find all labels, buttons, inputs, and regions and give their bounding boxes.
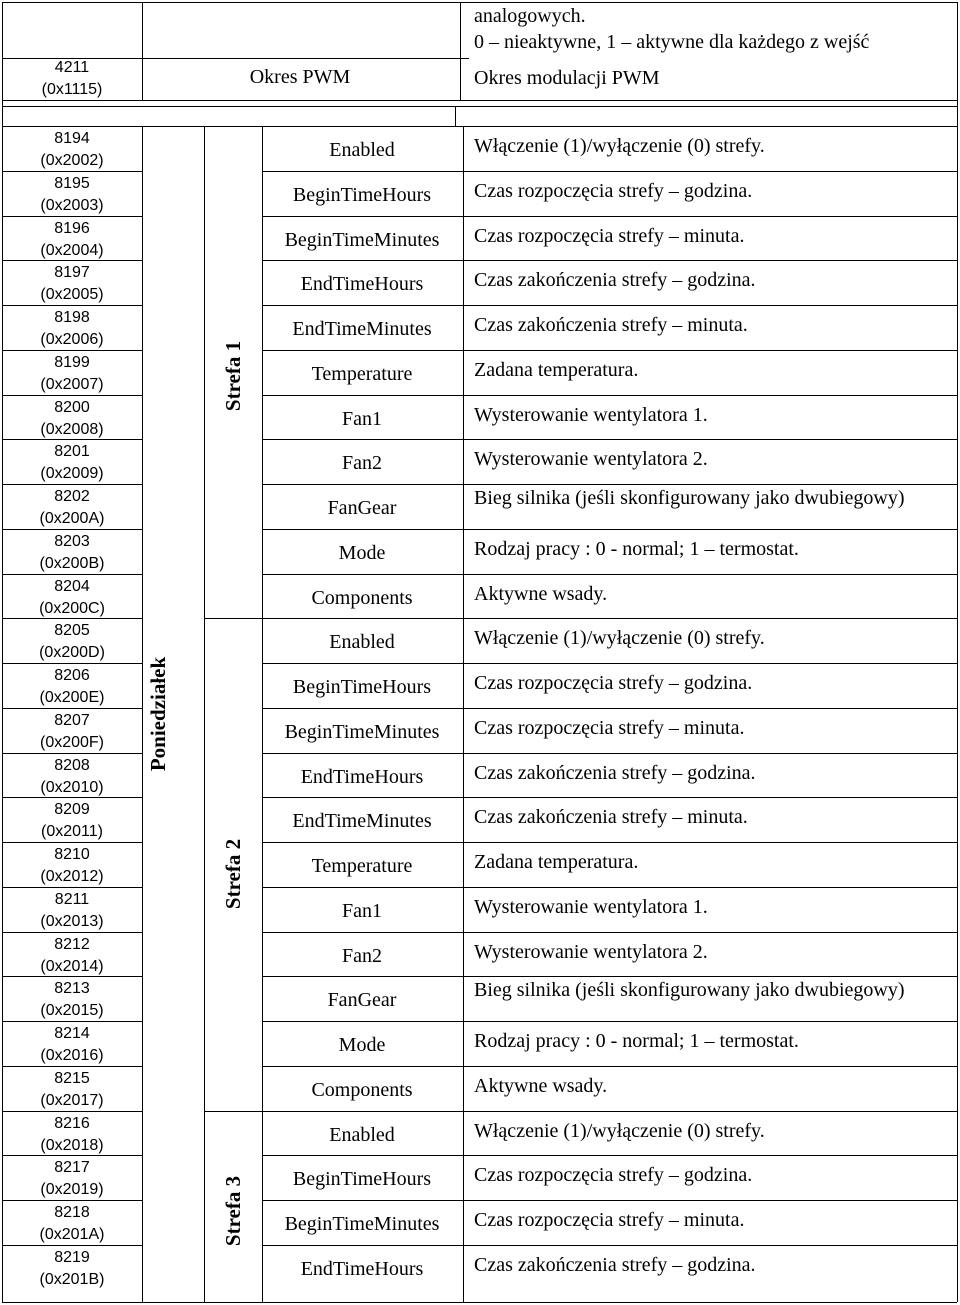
grid-line <box>262 1245 957 1246</box>
row-address <box>4 755 140 799</box>
row-address <box>4 934 140 978</box>
row-address <box>4 844 140 888</box>
grid-line <box>204 618 957 619</box>
grid-line <box>262 126 263 1302</box>
row-address-dec: 8200 <box>54 398 90 416</box>
grid-line <box>262 887 957 888</box>
row-address-dec: 8197 <box>54 264 90 282</box>
row-name: Components <box>311 1078 413 1101</box>
grid-line <box>2 126 957 127</box>
row-address-dec: 8196 <box>54 219 90 237</box>
grid-line <box>2 708 142 709</box>
row-name: Mode <box>338 1034 386 1056</box>
row-name: FanGear <box>327 989 397 1012</box>
top-address <box>4 57 140 101</box>
row-name: Fan1 <box>342 407 382 430</box>
row-address-dec: 8218 <box>54 1204 90 1221</box>
row-name: EndTimeMinutes <box>292 810 432 833</box>
row-name: BeginTimeMinutes <box>284 720 440 743</box>
row-address-dec: 8203 <box>54 532 90 550</box>
row-description: Bieg silnika (jeśli skonfigurowany jako dwubiegowy) <box>474 487 905 509</box>
row-address-hex: (0x200B) <box>39 554 105 572</box>
grid-line <box>262 663 957 664</box>
row-description: Czas rozpoczęcia strefy – minuta. <box>474 224 745 247</box>
row-address-hex: (0x200E) <box>39 689 105 706</box>
row-description: Włączenie (1)/wyłączenie (0) strefy. <box>474 627 765 650</box>
row-address-dec: 8205 <box>54 622 90 640</box>
row-address <box>4 1023 140 1067</box>
day-label: Poniedziałek <box>146 656 170 772</box>
row-description: Zadana temperatura. <box>474 851 639 873</box>
row-address-hex: (0x2013) <box>40 912 104 930</box>
row-description: Czas rozpoczęcia strefy – godzina. <box>474 179 753 202</box>
row-address-dec: 8211 <box>54 890 90 908</box>
row-address-hex: (0x2011) <box>41 823 103 841</box>
row-description: Wysterowanie wentylatora 2. <box>474 940 708 963</box>
row-address-dec: 8202 <box>54 488 90 505</box>
row-address-dec: 8209 <box>54 801 90 819</box>
row-address-dec: 8208 <box>54 756 90 774</box>
grid-line <box>2 484 142 485</box>
row-description: Czas rozpoczęcia strefy – godzina. <box>474 1164 753 1187</box>
row-description: Czas zakończenia strefy – minuta. <box>474 806 748 829</box>
grid-line <box>262 1021 957 1022</box>
row-description: Czas rozpoczęcia strefy – minuta. <box>474 716 745 739</box>
top-name: Okres PWM <box>249 66 351 88</box>
top-desc-line3: Okres modulacji PWM <box>474 67 660 89</box>
row-address <box>4 1068 140 1112</box>
grid-line <box>262 350 957 351</box>
grid-line <box>262 1066 957 1067</box>
grid-line <box>262 305 957 306</box>
top-desc-line2: 0 – nieaktywne, 1 – aktywne dla każdego z wejść <box>474 31 870 53</box>
row-address <box>4 1157 140 1201</box>
row-address <box>4 262 140 306</box>
grid-line <box>2 305 142 306</box>
row-description: Wysterowanie wentylatora 1. <box>474 403 708 426</box>
row-address-hex: (0x2003) <box>40 196 104 214</box>
row-name: Temperature <box>311 362 413 385</box>
grid-line <box>2 395 142 396</box>
grid-line <box>2 1021 142 1022</box>
row-address-hex: (0x2004) <box>40 241 104 259</box>
row-address-hex: (0x2002) <box>40 152 104 169</box>
row-address <box>4 620 140 664</box>
row-description: Włączenie (1)/wyłączenie (0) strefy. <box>474 135 765 157</box>
row-description: Czas rozpoczęcia strefy – godzina. <box>474 672 753 694</box>
row-description: Włączenie (1)/wyłączenie (0) strefy. <box>474 1119 765 1142</box>
grid-line <box>2 1245 142 1246</box>
row-address <box>4 799 140 843</box>
grid-line <box>262 260 957 261</box>
row-description: Czas zakończenia strefy – godzina. <box>474 269 756 292</box>
row-address <box>4 710 140 754</box>
row-address-hex: (0x200A) <box>39 510 105 527</box>
grid-line <box>2 2 957 3</box>
row-address <box>4 441 140 485</box>
row-address-hex: (0x201B) <box>39 1270 105 1288</box>
row-name: Fan2 <box>342 452 382 475</box>
row-address-hex: (0x2005) <box>40 286 104 304</box>
grid-line <box>455 106 456 126</box>
grid-line <box>262 439 957 440</box>
grid-line <box>262 1155 957 1156</box>
row-address-dec: 8199 <box>54 353 90 371</box>
row-address-dec: 8213 <box>54 980 90 998</box>
row-address-hex: (0x200D) <box>39 644 105 662</box>
row-address-hex: (0x2006) <box>40 331 104 348</box>
row-address-dec: 8195 <box>54 174 90 192</box>
grid-line <box>2 842 142 843</box>
row-address-dec: 8198 <box>54 309 90 326</box>
row-address-dec: 8212 <box>54 935 90 953</box>
top-address-hex: (0x1115) <box>41 81 103 98</box>
row-address <box>4 1247 140 1291</box>
grid-line <box>2 663 142 664</box>
grid-line <box>204 1111 957 1112</box>
row-address-dec: 8204 <box>54 577 90 595</box>
grid-line <box>2 106 957 107</box>
zone-label-2: Strefa 2 <box>221 838 245 910</box>
grid-line <box>2 976 142 977</box>
grid-line <box>262 753 957 754</box>
row-address-hex: (0x2018) <box>40 1136 104 1154</box>
grid-line <box>2 2 3 1302</box>
row-address-hex: (0x2008) <box>40 420 104 438</box>
row-address-hex: (0x2007) <box>40 375 104 393</box>
row-address-hex: (0x2015) <box>40 1002 104 1020</box>
row-name: EndTimeMinutes <box>292 318 432 340</box>
grid-line <box>262 708 957 709</box>
row-address <box>4 665 140 709</box>
row-description: Wysterowanie wentylatora 2. <box>474 448 708 471</box>
grid-line <box>262 574 957 575</box>
grid-line <box>262 842 957 843</box>
row-description: Czas rozpoczęcia strefy – minuta. <box>474 1209 745 1231</box>
grid-line <box>2 58 469 59</box>
row-address <box>4 352 140 396</box>
row-address-hex: (0x2010) <box>40 778 104 796</box>
row-address-dec: 8219 <box>54 1248 90 1266</box>
row-name: BeginTimeMinutes <box>284 228 440 251</box>
row-description: Wysterowanie wentylatora 1. <box>474 895 708 918</box>
grid-line <box>2 1066 142 1067</box>
row-address-hex: (0x2019) <box>40 1181 104 1199</box>
row-address <box>4 397 140 441</box>
grid-line <box>2 171 142 172</box>
row-name: Components <box>311 586 413 609</box>
grid-line <box>262 797 957 798</box>
grid-line <box>2 1200 142 1201</box>
row-address-dec: 8217 <box>54 1159 90 1177</box>
grid-line <box>262 1200 957 1201</box>
row-address-hex: (0x200F) <box>39 733 105 751</box>
row-name: Mode <box>338 541 386 564</box>
row-name: EndTimeHours <box>300 765 424 788</box>
grid-line <box>2 216 142 217</box>
grid-line <box>2 1111 142 1112</box>
row-address-hex: (0x2009) <box>40 465 104 483</box>
row-name: Enabled <box>329 631 395 654</box>
grid-line <box>262 976 957 977</box>
row-address-dec: 8210 <box>54 846 90 863</box>
row-description: Rodzaj pracy : 0 - normal; 1 – termostat. <box>474 537 799 560</box>
grid-line <box>142 2 143 100</box>
zone-label-1: Strefa 1 <box>221 340 245 412</box>
grid-line <box>460 2 461 100</box>
row-name: Temperature <box>311 855 413 877</box>
row-address-hex: (0x2012) <box>40 868 104 885</box>
row-address-hex: (0x2016) <box>40 1047 104 1064</box>
row-name: EndTimeHours <box>300 273 424 296</box>
row-description: Rodzaj pracy : 0 - normal; 1 – termostat. <box>474 1030 799 1052</box>
top-address-dec: 4211 <box>54 59 90 76</box>
row-name: BeginTimeHours <box>292 676 432 698</box>
row-address <box>4 218 140 262</box>
row-address <box>4 889 140 933</box>
grid-line <box>204 126 205 1302</box>
row-description: Aktywne wsady. <box>474 582 608 605</box>
row-name: EndTimeHours <box>300 1257 424 1280</box>
row-address-hex: (0x200C) <box>39 599 105 617</box>
row-description: Bieg silnika (jeśli skonfigurowany jako dwubiegowy) <box>474 979 905 1002</box>
row-address <box>4 128 140 172</box>
row-address <box>4 173 140 217</box>
row-description: Czas zakończenia strefy – minuta. <box>474 314 748 336</box>
grid-line <box>262 171 957 172</box>
grid-line <box>2 887 142 888</box>
row-description: Aktywne wsady. <box>474 1074 608 1097</box>
row-address-hex: (0x201A) <box>39 1226 105 1243</box>
grid-line <box>2 1302 957 1303</box>
grid-line <box>142 126 143 1302</box>
grid-line <box>2 932 142 933</box>
row-name: Enabled <box>329 139 395 161</box>
row-address-dec: 8207 <box>54 711 90 729</box>
grid-line <box>2 260 142 261</box>
row-address <box>4 486 140 530</box>
grid-line <box>2 753 142 754</box>
row-address-hex: (0x2014) <box>40 957 104 975</box>
row-address <box>4 307 140 351</box>
grid-line <box>262 932 957 933</box>
row-name: FanGear <box>327 497 397 519</box>
grid-line <box>262 484 957 485</box>
grid-line <box>2 574 142 575</box>
grid-line <box>463 126 464 1302</box>
row-name: BeginTimeHours <box>292 1168 432 1191</box>
row-address-dec: 8206 <box>54 667 90 684</box>
row-address <box>4 978 140 1022</box>
row-address <box>4 531 140 575</box>
grid-line <box>2 439 142 440</box>
row-description: Zadana temperatura. <box>474 358 639 381</box>
row-address-dec: 8194 <box>54 130 90 147</box>
grid-line <box>262 395 957 396</box>
row-name: BeginTimeMinutes <box>284 1213 440 1235</box>
grid-line <box>2 618 142 619</box>
grid-line <box>2 350 142 351</box>
row-address <box>4 1202 140 1246</box>
row-address <box>4 576 140 620</box>
row-name: Fan1 <box>342 899 382 922</box>
grid-line <box>2 797 142 798</box>
row-description: Czas zakończenia strefy – godzina. <box>474 761 756 784</box>
row-address-dec: 8201 <box>54 443 90 461</box>
row-address-dec: 8215 <box>54 1069 90 1087</box>
row-address-hex: (0x2017) <box>40 1091 104 1109</box>
row-description: Czas zakończenia strefy – godzina. <box>474 1253 756 1276</box>
grid-line <box>262 529 957 530</box>
grid-line <box>262 216 957 217</box>
row-address <box>4 1113 140 1157</box>
grid-line <box>2 1155 142 1156</box>
row-name: Fan2 <box>342 944 382 967</box>
row-address-dec: 8216 <box>54 1114 90 1132</box>
row-address-dec: 8214 <box>54 1025 90 1042</box>
zone-label-3: Strefa 3 <box>221 1175 245 1247</box>
row-name: Enabled <box>329 1123 395 1146</box>
grid-line <box>957 2 958 1302</box>
grid-line <box>2 529 142 530</box>
grid-line <box>2 100 957 101</box>
row-name: BeginTimeHours <box>292 183 432 206</box>
top-desc-line1: analogowych. <box>474 5 586 27</box>
